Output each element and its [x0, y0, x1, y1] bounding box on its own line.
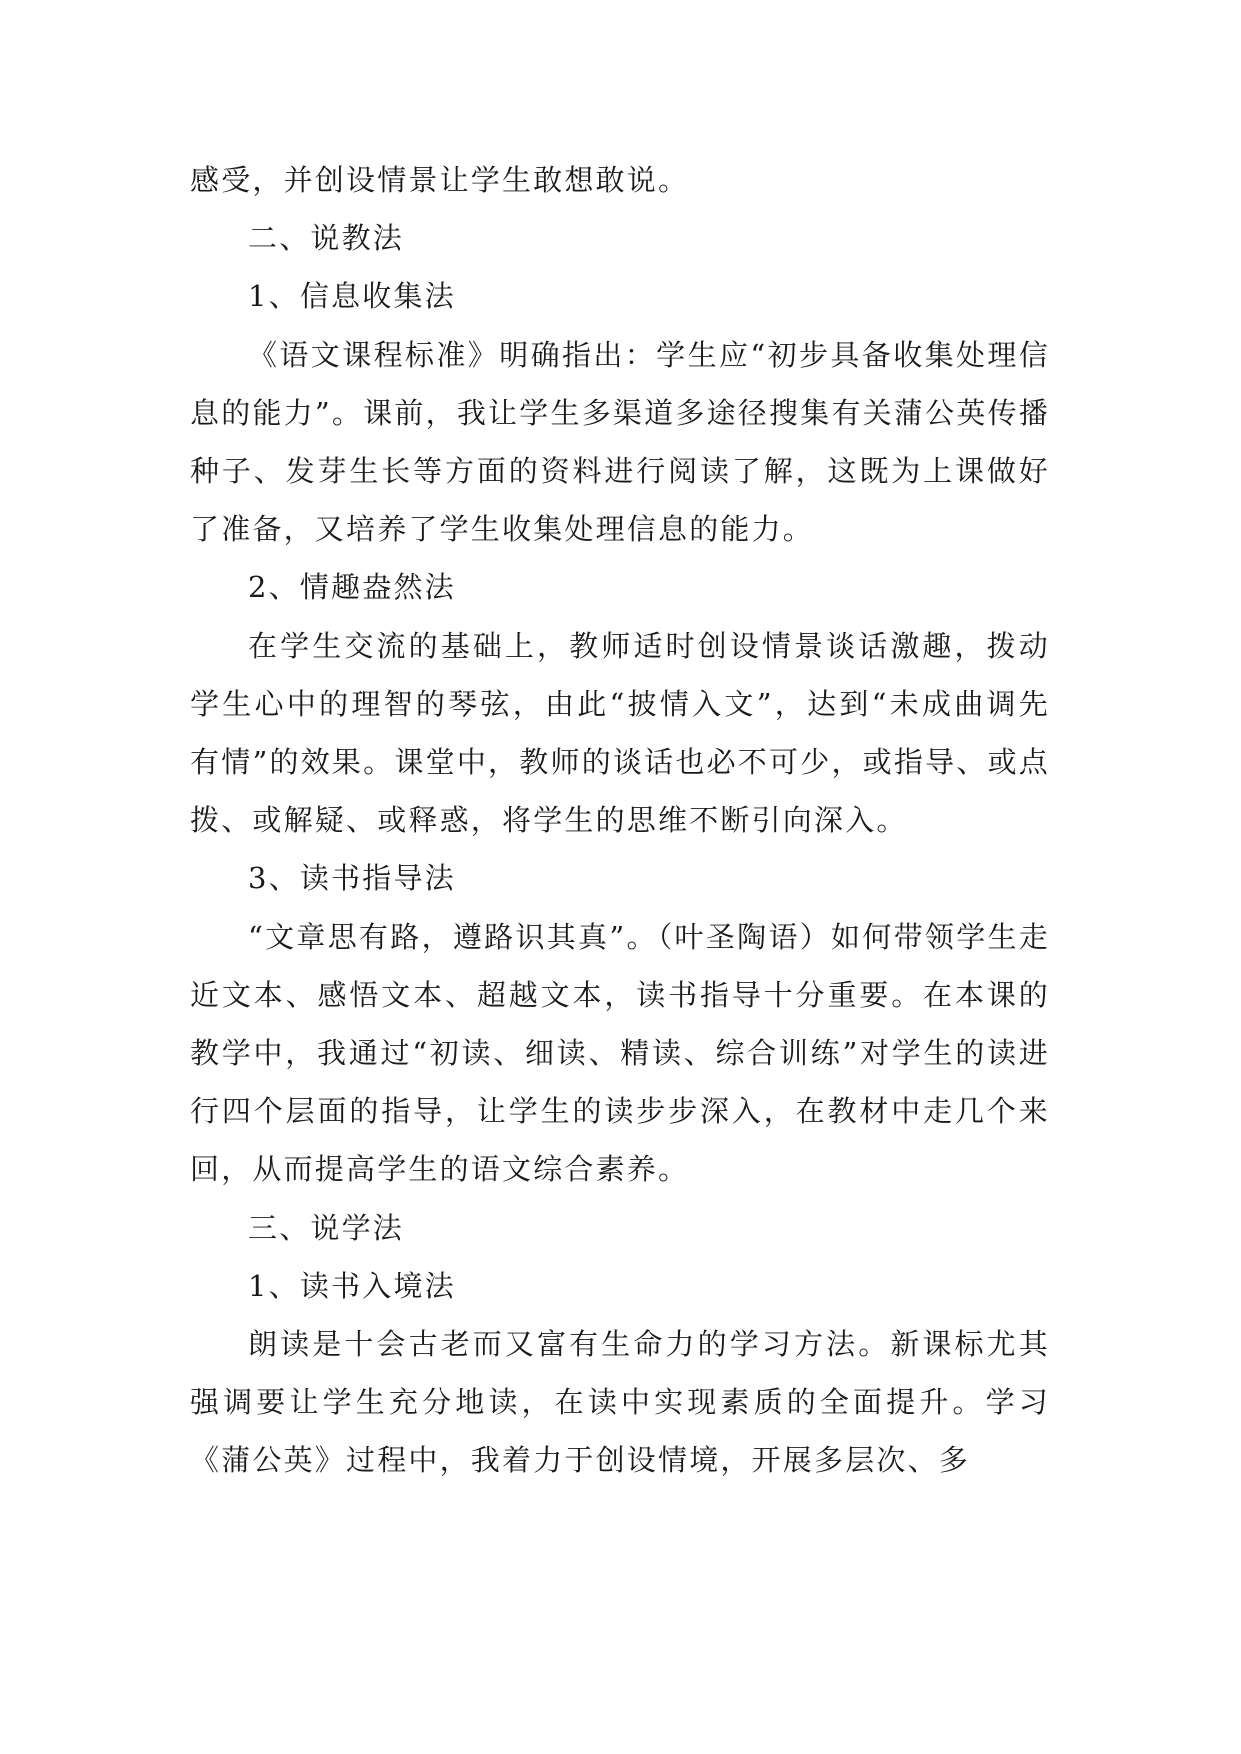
- paragraph-interest-method: 在学生交流的基础上，教师适时创设情景谈话激趣，拨动学生心中的理智的琴弦，由此“披情入文”，达到“未成曲调先有情”的效果。课堂中，教师的谈话也必不可少，或指导、或点拨、或解疑、或释惑，将学生的思维不断引向深入。: [190, 628, 1050, 838]
- paragraph-continuation: 感受，并创设情景让学生敢想敢说。: [190, 163, 690, 197]
- document-body: [190, 151, 1050, 1490]
- paragraph-info-collection: 《语文课程标准》明确指出：学生应“初步具备收集处理信息的能力”。课前，我让学生多渠道多途径搜集有关蒲公英传播种子、发芽生长等方面的资料进行阅读了解，这既为上课做好了准备，又培养了学生收集处理信息的能力。: [190, 337, 1050, 547]
- subheading-info-collection: 1、信息收集法: [248, 279, 456, 314]
- subheading-reading-guidance: 3、读书指导法: [248, 861, 456, 896]
- paragraph-reading-guidance: “文章思有路，遵路识其真”。（叶圣陶语）如何带领学生走近文本、感悟文本、超越文本，读书指导十分重要。在本课的教学中，我通过“初读、细读、精读、综合训练”对学生的读进行四个层面的指导，让学生的读步步深入，在教材中走几个来回，从而提高学生的语文综合素养。: [190, 919, 1050, 1187]
- section-heading-teaching-methods: 二、说教法: [248, 221, 405, 256]
- paragraph-reading-immersion: 朗读是十会古老而又富有生命力的学习方法。新课标尤其强调要让学生充分地读，在读中实现素质的全面提升。学习《蒲公英》过程中，我着力于创设情境，开展多层次、多: [190, 1327, 1050, 1478]
- section-heading-learning-methods: 三、说学法: [248, 1210, 405, 1245]
- subheading-interest-method: 2、情趣盎然法: [248, 570, 456, 605]
- subheading-reading-immersion: 1、读书入境法: [248, 1268, 456, 1303]
